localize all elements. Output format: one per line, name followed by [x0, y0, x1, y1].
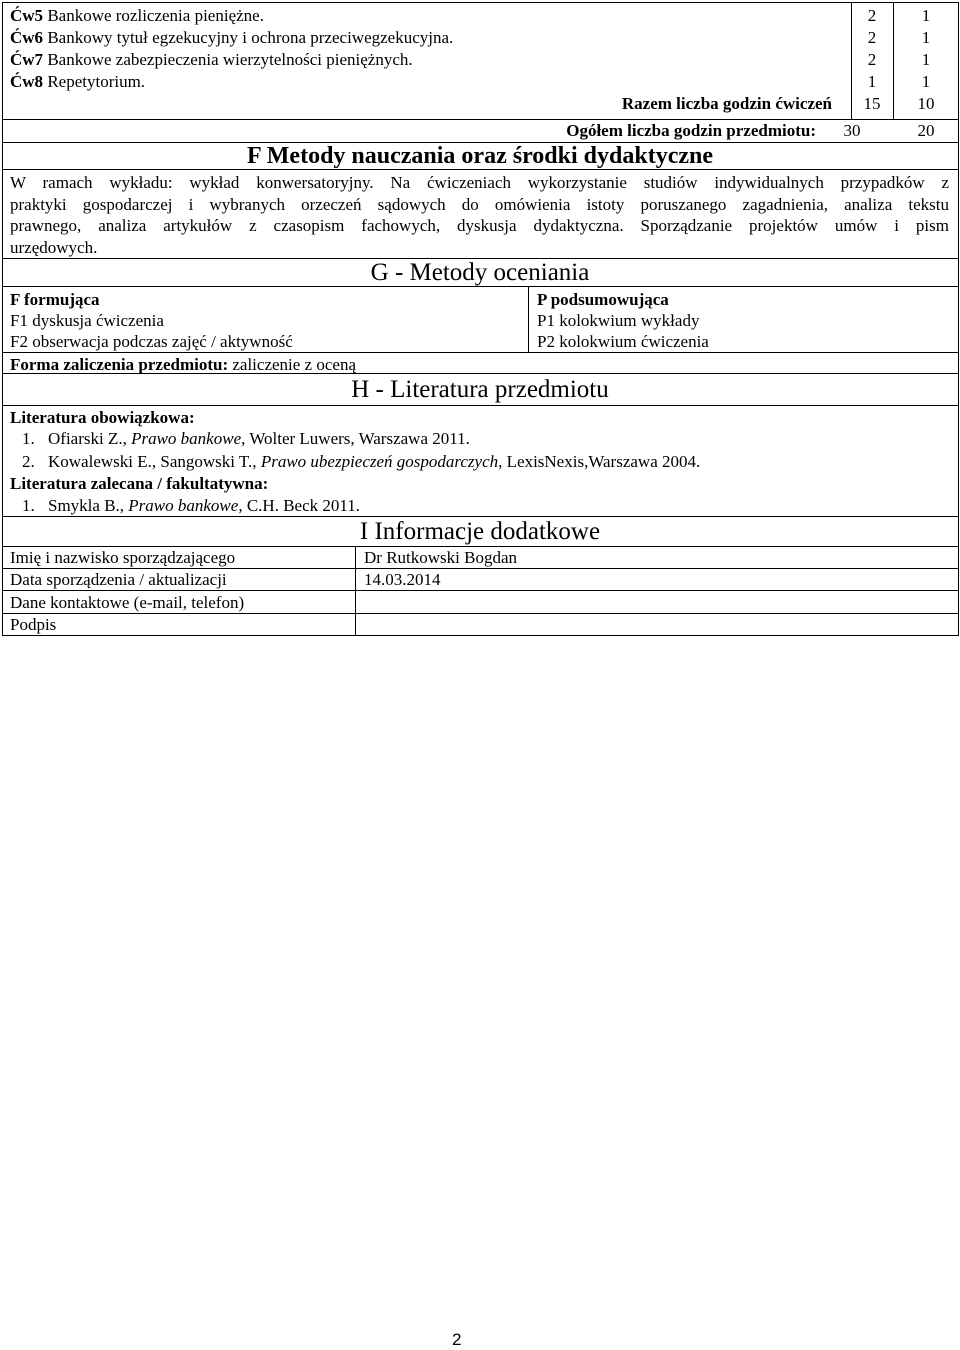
assessment-form — [10, 354, 356, 375]
exercise-hours-b: 1 — [921, 6, 931, 25]
required-literature-heading: Literatura obowiązkowa: — [10, 408, 195, 427]
summative-heading: P podsumowująca — [537, 290, 669, 309]
subject-total-a: 30 — [843, 121, 861, 140]
table-divider — [528, 286, 529, 352]
literature-title: Prawo bankowe — [128, 496, 239, 515]
exercise-hours-b: 1 — [921, 72, 931, 91]
exercise-title: Repetytorium. — [47, 72, 146, 91]
section-f-paragraph — [10, 172, 949, 258]
table-divider — [2, 590, 959, 591]
exercise-total-label: Razem liczba godzin ćwiczeń — [621, 94, 832, 113]
section-g-heading: G - Metody oceniania — [370, 259, 590, 286]
literature-author: Smykla B., — [48, 496, 129, 515]
exercise-row — [10, 27, 453, 48]
assessment-form-label: Forma zaliczenia przedmiotu: — [10, 355, 229, 374]
exercise-title: Bankowe rozliczenia pieniężne. — [47, 6, 264, 25]
exercise-hours-a: 2 — [867, 6, 877, 25]
literature-title: Prawo bankowe — [131, 429, 242, 448]
literature-author: Kowalewski E., Sangowski T., — [48, 452, 261, 471]
literature-item — [10, 451, 700, 472]
info-value: 14.03.2014 — [364, 570, 441, 589]
info-label: Data sporządzenia / aktualizacji — [10, 570, 227, 589]
exercise-title: Bankowe zabezpieczenia wierzytelności pieniężnych. — [47, 50, 413, 69]
recommended-literature-heading: Literatura zalecana / fakultatywna: — [10, 474, 269, 493]
literature-item — [10, 428, 470, 449]
summative-item: P2 kolokwium ćwiczenia — [537, 332, 709, 351]
exercise-row — [10, 5, 264, 26]
exercise-hours-b: 1 — [921, 28, 931, 47]
exercise-code: Ćw6 — [10, 28, 44, 47]
exercise-hours-a: 1 — [867, 72, 877, 91]
info-label: Imię i nazwisko sporządzającego — [10, 548, 236, 567]
section-divider — [2, 405, 959, 406]
literature-rest: , LexisNexis,Warszawa 2004. — [498, 452, 701, 471]
info-label: Dane kontaktowe (e-mail, telefon) — [10, 593, 245, 612]
section-f-line: urzędowych. — [10, 237, 98, 257]
section-divider — [2, 352, 959, 353]
literature-num: 1. — [22, 429, 35, 448]
section-f-line: W ramach wykładu: wykład konwersatoryjny. Na ćwiczeniach wykorzystanie studiów indywidualnych przypadków z — [10, 173, 949, 192]
literature-num: 2. — [22, 452, 35, 471]
exercise-total-b: 10 — [917, 94, 935, 113]
literature-num: 1. — [22, 496, 35, 515]
subject-total-label: Ogółem liczba godzin przedmiotu: — [566, 121, 816, 140]
formative-item: F1 dyskusja ćwiczenia — [10, 311, 164, 330]
page-number: 2 — [452, 1330, 462, 1349]
exercise-total-a: 15 — [863, 94, 881, 113]
assessment-form-value: zaliczenie z oceną — [232, 355, 356, 374]
table-divider — [355, 546, 356, 636]
table-divider — [2, 613, 959, 614]
section-h-heading: H - Literatura przedmiotu — [351, 376, 609, 403]
section-f-line: prawnego, analiza artykułów z czasopism fachowych, dyskusja dydaktyczna. Sporządzanie projektów umów i pism — [10, 216, 949, 235]
formative-heading: F formująca — [10, 290, 100, 309]
exercise-code: Ćw5 — [10, 6, 44, 25]
literature-rest: , C.H. Beck 2011. — [238, 496, 360, 515]
exercise-row — [10, 49, 413, 70]
literature-author: Ofiarski Z., — [48, 429, 132, 448]
section-i-heading: I Informacje dodatkowe — [359, 518, 601, 545]
formative-item: F2 obserwacja podczas zajęć / aktywność — [10, 332, 293, 351]
subject-total-b: 20 — [917, 121, 935, 140]
section-f-line: praktyki gospodarczej i wybranych orzeczeń sądowych do omówienia istoty poruszanego zagadnienia, analiza tekstu — [10, 194, 949, 214]
exercise-hours-a: 2 — [867, 28, 877, 47]
exercise-code: Ćw7 — [10, 50, 44, 69]
info-label: Podpis — [10, 615, 57, 634]
literature-title: Prawo ubezpieczeń gospodarczych — [260, 452, 499, 471]
exercise-row — [10, 71, 145, 92]
literature-rest: , Wolter Luwers, Warszawa 2011. — [241, 429, 470, 448]
exercise-hours-a: 2 — [867, 50, 877, 69]
section-divider — [2, 286, 959, 287]
exercise-hours-b: 1 — [921, 50, 931, 69]
section-divider — [2, 169, 959, 170]
info-value: Dr Rutkowski Bogdan — [364, 548, 517, 567]
summative-item: P1 kolokwium wykłady — [537, 311, 700, 330]
exercise-title: Bankowy tytuł egzekucyjny i ochrona przeciwegzekucyjna. — [47, 28, 454, 47]
literature-item — [10, 495, 360, 516]
section-f-heading: F Metody nauczania oraz środki dydaktyczne — [247, 143, 713, 169]
exercise-code: Ćw8 — [10, 72, 44, 91]
